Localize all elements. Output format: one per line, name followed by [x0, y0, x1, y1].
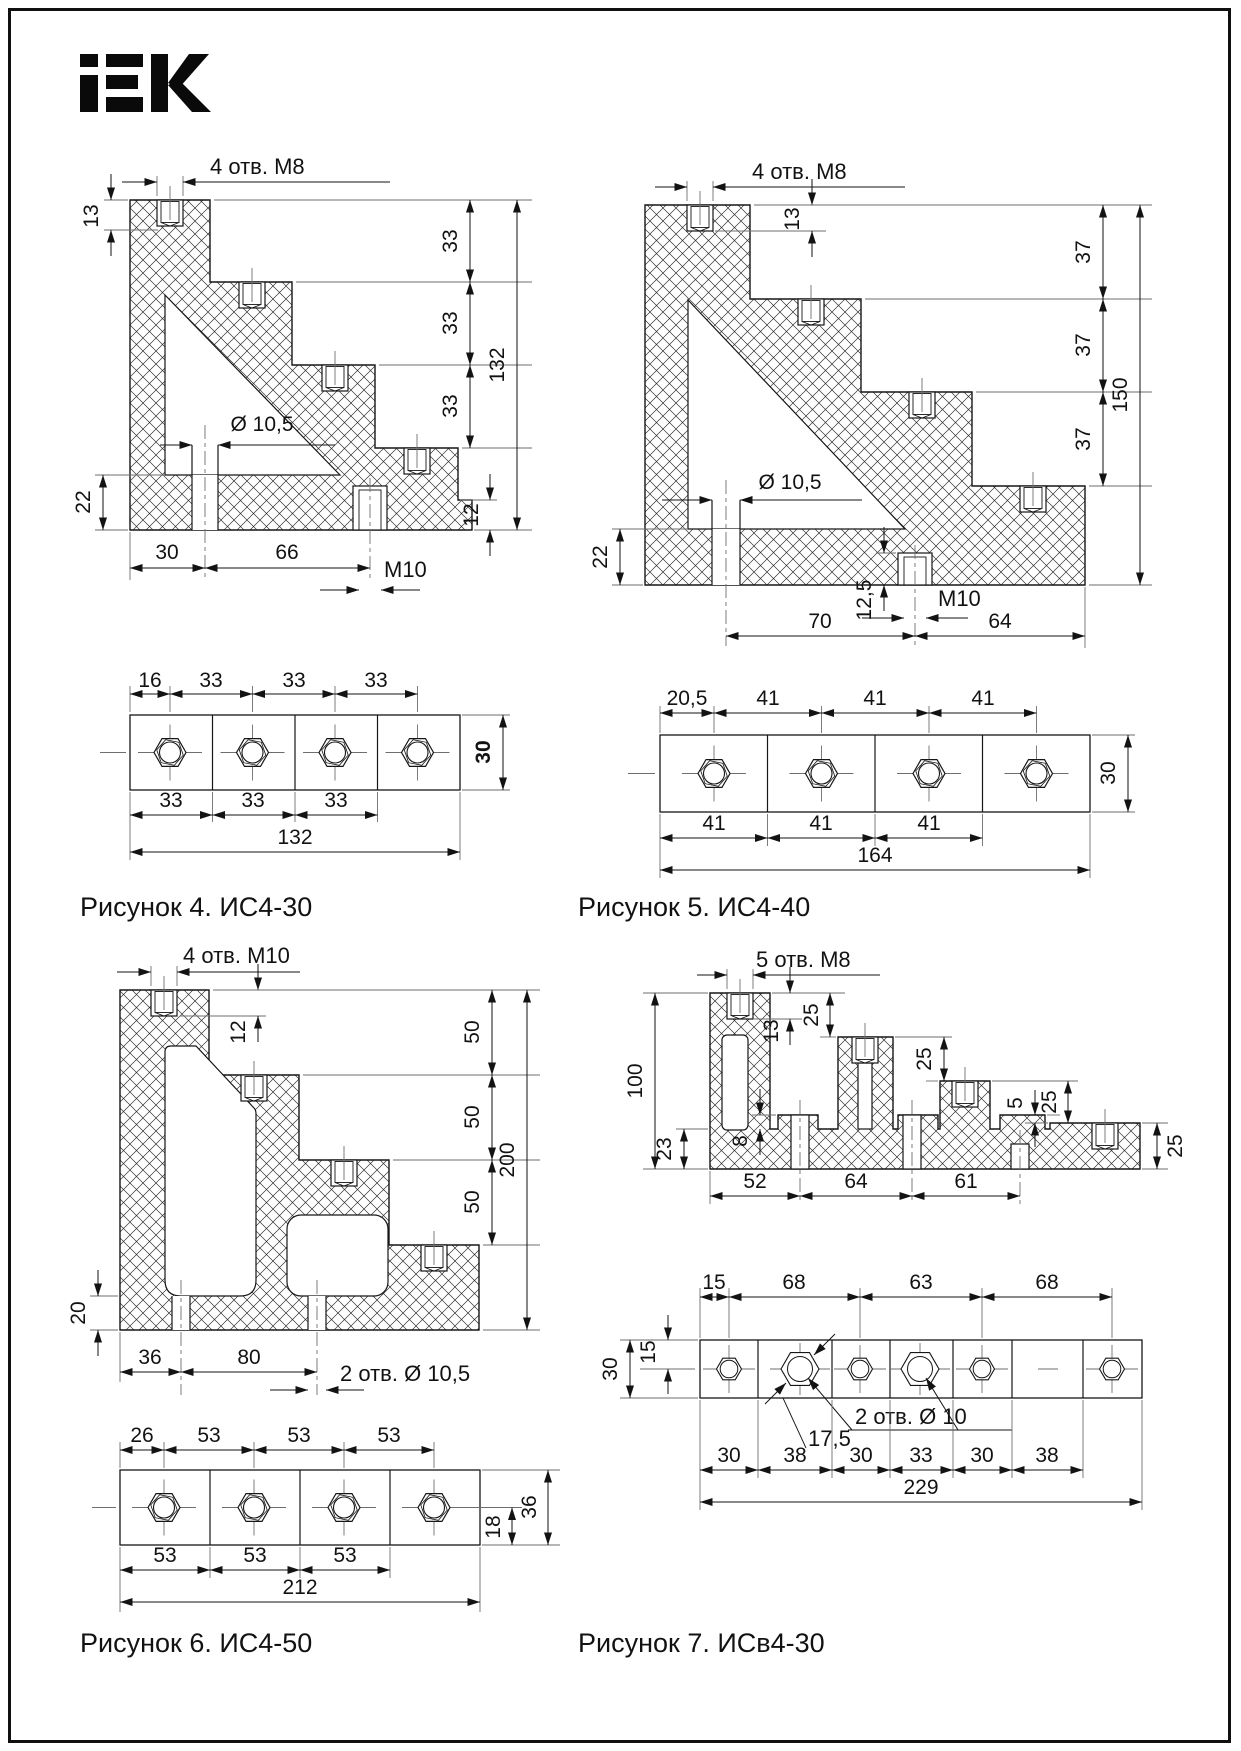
dim-text: 53 — [243, 1544, 267, 1567]
dim-text: 53 — [197, 1424, 221, 1447]
fig4-holes-label: 4 отв. М8 — [210, 154, 305, 179]
caption-fig5: Рисунок 5. ИС4-40 — [578, 892, 811, 922]
dim-text: 8 — [729, 1135, 752, 1147]
dim-text: 30 — [849, 1444, 873, 1467]
dim-text: 41 — [809, 812, 833, 835]
dim-text: 12 — [460, 503, 483, 527]
dim-text: 200 — [496, 1142, 519, 1178]
logo-k-lower-leg — [168, 80, 211, 112]
dim-text: 80 — [237, 1346, 261, 1369]
fig6-cavity-right — [287, 1215, 388, 1296]
figure7-drawing — [578, 947, 1187, 1658]
dim-text: 30 — [1097, 761, 1120, 785]
dim-text: 52 — [743, 1170, 767, 1193]
fig5-thread-label: М10 — [938, 586, 981, 611]
fig6-bar — [92, 1424, 560, 1612]
dim-text: 12 — [227, 1020, 250, 1044]
fig6-holes-label: 4 отв. М10 — [183, 943, 290, 968]
dim-text: 100 — [624, 1063, 647, 1099]
dim-text: 26 — [130, 1424, 154, 1447]
dim-text: 61 — [954, 1170, 978, 1193]
dim-text: 30 — [717, 1444, 741, 1467]
dim-text: 30 — [155, 541, 179, 564]
dim-text: 53 — [377, 1424, 401, 1447]
fig6-profile — [67, 943, 540, 1395]
dim-text: 33 — [199, 669, 223, 692]
logo-e-bottom — [106, 97, 143, 112]
dim-text: 22 — [72, 490, 95, 514]
dim-text: 5 — [1004, 1097, 1027, 1109]
fig4-bar — [100, 669, 510, 860]
dim-text: 25 — [800, 1003, 823, 1027]
dim-text: 33 — [282, 669, 306, 692]
dim-text: 150 — [1109, 377, 1132, 413]
dim-text: 53 — [287, 1424, 311, 1447]
dim-text: 37 — [1072, 333, 1095, 357]
dim-text: 18 — [482, 1515, 505, 1539]
dim-text: 41 — [971, 687, 995, 710]
fig5-m10-stud — [898, 545, 932, 646]
dim-text: 38 — [783, 1444, 807, 1467]
figure6-drawing — [67, 943, 560, 1658]
fig4-dia-label: Ø 10,5 — [230, 413, 294, 436]
caption-fig7: Рисунок 7. ИСв4-30 — [578, 1628, 825, 1658]
dim-text: 41 — [917, 812, 941, 835]
dim-text: 33 — [439, 229, 462, 253]
dim-text: 12,5 — [853, 579, 876, 621]
dim-text: 33 — [159, 789, 183, 812]
logo-i-dot — [80, 54, 98, 67]
dim-text: 41 — [702, 812, 726, 835]
dim-text: 33 — [241, 789, 265, 812]
fig7-window-slot — [722, 1035, 748, 1130]
fig7-col2-slot — [858, 1063, 872, 1129]
dim-text: 30 — [970, 1444, 994, 1467]
dim-text: 25 — [1038, 1090, 1061, 1114]
dim-text: 70 — [808, 610, 832, 633]
fig5-bar — [628, 687, 1135, 878]
logo-e-mid — [106, 75, 138, 89]
dim-text: 15 — [702, 1271, 726, 1294]
dim-text: 13 — [760, 1019, 783, 1043]
dim-text: 23 — [653, 1137, 676, 1161]
dim-text: 68 — [782, 1271, 806, 1294]
fig6-holes2-label: 2 отв. Ø 10,5 — [340, 1361, 471, 1386]
dim-text: 36 — [138, 1346, 162, 1369]
dim-text: 37 — [1072, 240, 1095, 264]
dim-text: 132 — [277, 826, 313, 849]
fig5-dia-label: Ø 10,5 — [758, 471, 822, 494]
dim-text: 15 — [637, 1340, 660, 1364]
dim-text: 64 — [844, 1170, 868, 1193]
dim-text: 30 — [472, 740, 495, 764]
figure5-drawing — [578, 159, 1152, 922]
logo-i-stem — [80, 75, 98, 112]
dim-text: 64 — [988, 610, 1012, 633]
dim-text: 50 — [461, 1190, 484, 1214]
dim-text: 17,5 — [808, 1426, 851, 1451]
dim-text: 13 — [781, 207, 804, 231]
figure4-drawing — [72, 154, 532, 922]
dim-text: 212 — [282, 1576, 318, 1599]
dim-text: 25 — [913, 1047, 936, 1071]
dim-text: 38 — [1035, 1444, 1059, 1467]
dim-text: 20,5 — [666, 687, 708, 710]
dim-text: 20 — [67, 1301, 90, 1325]
dim-text: 41 — [756, 687, 780, 710]
dim-text: 33 — [364, 669, 388, 692]
dim-text: 33 — [324, 789, 348, 812]
fig5-profile — [589, 159, 1152, 648]
dim-text: 30 — [599, 1357, 622, 1381]
iek-logo — [80, 54, 211, 112]
dim-text: 13 — [80, 204, 103, 228]
fig7-bar — [599, 1271, 1142, 1510]
fig7-profile — [624, 947, 1187, 1204]
dim-text: 53 — [153, 1544, 177, 1567]
dim-text: 68 — [1035, 1271, 1059, 1294]
dim-text: 16 — [138, 669, 162, 692]
dim-text: 22 — [589, 545, 612, 569]
fig5-holes-label: 4 отв. М8 — [752, 159, 847, 184]
dim-text: 41 — [863, 687, 887, 710]
fig7-dia-label: 2 отв. Ø 10 — [855, 1404, 967, 1429]
dim-text: 25 — [1164, 1134, 1187, 1158]
dim-text: 33 — [909, 1444, 933, 1467]
dim-text: 50 — [461, 1020, 484, 1044]
dim-text: 63 — [909, 1271, 933, 1294]
fig7-holes-label: 5 отв. М8 — [756, 947, 851, 972]
caption-fig6: Рисунок 6. ИС4-50 — [80, 1628, 313, 1658]
dim-text: 33 — [439, 311, 462, 335]
fig4-m10-stud — [353, 478, 387, 578]
fig4-profile — [72, 154, 532, 590]
dim-text: 164 — [857, 844, 893, 867]
dim-text: 53 — [333, 1544, 357, 1567]
dim-text: 36 — [518, 1495, 541, 1519]
dim-text: 132 — [486, 347, 509, 383]
logo-e-top — [106, 54, 143, 67]
dim-text: 229 — [903, 1476, 939, 1499]
fig4-thread-label: М10 — [384, 557, 427, 582]
dim-text: 66 — [275, 541, 299, 564]
logo-k-stem — [151, 54, 168, 112]
dim-text: 50 — [461, 1105, 484, 1129]
dim-text: 33 — [439, 394, 462, 418]
dim-text: 37 — [1072, 427, 1095, 451]
caption-fig4: Рисунок 4. ИС4-30 — [80, 892, 313, 922]
